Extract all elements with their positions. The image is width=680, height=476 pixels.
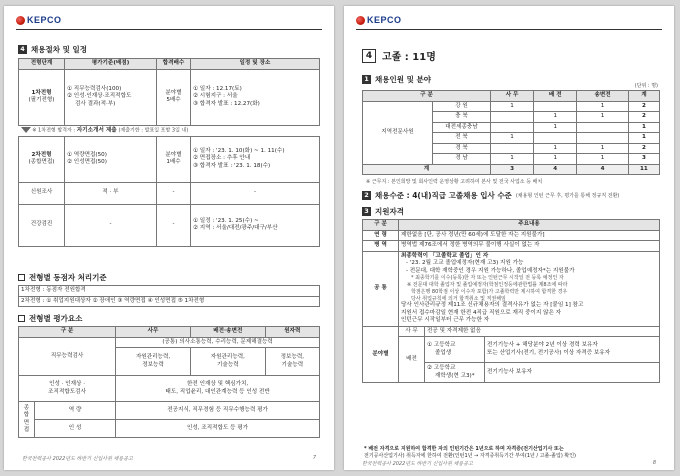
dist-req-line: 졸업생 (435, 349, 452, 356)
quota-title: 채용인원 및 분야 (375, 75, 431, 84)
multiple-1-line: 5배수 (166, 97, 181, 104)
eval-th-dist: 배전·송변전 (190, 327, 265, 338)
quota-trans: 1 (577, 143, 629, 154)
dist-req-line: 또는 산업기사(전기, 전기공사) 이상 자격증 보유자 (487, 349, 611, 356)
th-schedule: 일정 및 장소 (191, 59, 320, 70)
eval-title: 전형별 평가요소 (29, 314, 83, 323)
field-office-content: 전공 및 자격제한 없음 (425, 326, 660, 337)
quota-total: 1 (628, 133, 659, 144)
quota-trans: 1 (577, 101, 629, 112)
dist-req-line: ② 고등학교 (427, 365, 456, 372)
tie-row-1: 1차전형 : 동점자 전원합격 (19, 286, 320, 297)
personality-label-line: 조직적합도검사 (48, 388, 86, 395)
common-line: 당사 인사관리규정 제11조 신규채용자의 결격사유가 없는 자 [붙임 1] 참고 (401, 302, 584, 309)
th-stage: 전형단계 (19, 59, 65, 70)
quota-sum-label: 계 (363, 164, 491, 175)
qual-table (362, 219, 660, 383)
quota-total: 1 (628, 122, 659, 133)
field-label: 분야별 (363, 326, 399, 383)
section-title-schedule (18, 44, 87, 55)
footer-title: 한국전력공사 2022년도 하반기 신입사원 채용공고 (22, 456, 133, 462)
quota-th-kind: 구 분 (363, 91, 491, 102)
schedule-2-line: ① 일자 : '23. 1. 10(화) ~ 1. 11(수) (193, 147, 285, 154)
schedule-3: - (191, 182, 320, 204)
logo-text: KEPCO (367, 15, 402, 25)
quota-th-office: 사 무 (491, 91, 534, 102)
arrow-down-icon (21, 127, 31, 133)
quota-group-label: 지역전문사원 (363, 101, 433, 164)
quota-th-dist: 배 전 (534, 91, 577, 102)
tie-title: 전형별 동점자 처리기준 (29, 273, 107, 282)
qual-title: 지원자격 (375, 207, 404, 216)
th-multiple: 합격배수 (157, 59, 191, 70)
schedule-1-line: ② 시험지구 : 서울 (193, 93, 238, 100)
section-title-qual (362, 206, 404, 217)
schedule-1 (191, 69, 320, 125)
common-content (399, 251, 660, 326)
quota-sum-office: 3 (491, 164, 534, 175)
stage-1-note (19, 125, 320, 136)
dist-req-student (425, 363, 485, 383)
quota-th-total: 계 (628, 91, 659, 102)
quota-dist: 1 (534, 143, 577, 154)
quota-region: 경 남 (433, 154, 491, 165)
personality-content (116, 376, 320, 402)
page-left (4, 6, 334, 470)
common-line: 지원서 접수마감일 현재 한전 4직급 직원으로 재직 중이지 않은 자 (401, 309, 562, 316)
criteria-1-line: ② 인성·인재상·조직적합도 (67, 93, 132, 100)
common-label: 공 통 (363, 251, 399, 326)
quota-dist: 1 (534, 122, 577, 133)
interview-char: 종 (23, 404, 30, 411)
schedule-table (18, 58, 320, 247)
logo-text: KEPCO (27, 15, 62, 25)
section-title-quota (362, 74, 431, 85)
logo-mark-icon (356, 16, 365, 25)
multiple-2-line: 분야별 (165, 151, 182, 158)
section-number: 4 (18, 45, 27, 54)
unit-note: (단위 : 명) (634, 83, 658, 89)
dist-req-student-content: 전기기능사 보유자 (485, 363, 660, 383)
field-dist-label: 배전 (399, 337, 425, 383)
quota-office (491, 143, 534, 154)
quota-region: 강 원 (433, 101, 491, 112)
ability-line: 정보능력, (280, 354, 305, 361)
dist-req-line: 재학생(현 고3)* (435, 372, 475, 379)
quota-table (362, 90, 660, 175)
footer-title: 한국전력공사 2022년도 하반기 신입사원 채용공고 (362, 461, 473, 467)
quota-sum-total: 11 (628, 164, 659, 175)
personality-line: 태도, 직업윤리, 대인관계능력 등 인성 전반 (165, 388, 270, 395)
multiple-3: - (157, 182, 191, 204)
eval-th-office: 사무 (116, 327, 191, 338)
stage-2-title: 2차전형 (31, 151, 52, 158)
section-title-text: 채용절차 및 일정 (31, 45, 87, 54)
footnote-line-2: 전기공사산업기사) 취득자에 한하여 전환(인턴1년 → 자격증취득기간 부여(1년 / 고졸-졸업) 확인) (364, 452, 576, 459)
schedule-4 (191, 204, 320, 246)
military-label: 병 역 (363, 241, 399, 252)
page-right (344, 6, 674, 470)
ability-line: 기술능력 (217, 361, 239, 368)
quota-total: 2 (628, 143, 659, 154)
quota-trans: 1 (577, 112, 629, 123)
criteria-2-line: ② 인성면접(50) (67, 159, 107, 166)
quota-office (491, 122, 534, 133)
footer (362, 460, 656, 467)
ability-label: 직무능력검사 (19, 337, 116, 376)
criteria-2-line: ① 역량면접(50) (67, 151, 107, 158)
quota-dist (534, 133, 577, 144)
big-title (362, 48, 436, 63)
quota-office: 1 (491, 101, 534, 112)
big-title-text: 고졸 : 11명 (382, 52, 436, 63)
big-title-number: 4 (362, 49, 376, 63)
dist-req-grad (425, 337, 485, 363)
interview-label (19, 402, 35, 438)
ability-common: (공통) 의사소통능력, 수리능력, 문제해결능력 (116, 337, 320, 348)
ability-line: 기술능력 (281, 361, 304, 368)
multiple-2-line: 1배수 (166, 159, 181, 166)
dist-req-line: 전기기능사 + 해당분야 2년 이상 경력 보유자 (487, 342, 598, 349)
page-number: 8 (652, 460, 656, 466)
criteria-3: 적 · 부 (65, 182, 157, 204)
common-line: ※ 전문대 대학 졸업자 및 졸업예정자(학점인정등에관한법률 제8조에 따라 (407, 282, 568, 289)
ability-nuclear (265, 348, 319, 376)
personality-line: 한전 인재상 및 핵심가치, (187, 381, 249, 388)
kepco-logo (356, 14, 402, 26)
multiple-1-line: 분야별 (165, 89, 182, 96)
quota-trans: 1 (577, 154, 629, 165)
ability-office (116, 348, 191, 376)
quota-total: 2 (628, 101, 659, 112)
competency-label: 역 량 (35, 402, 116, 420)
common-line: 당사 취업규칙에 의거 합격취소 및 직권해임 (411, 295, 506, 302)
field-office-label: 사 무 (399, 326, 425, 337)
tie-row-2: 2차전형 : ① 취업지원대상자 ② 장애인 ③ 역량면접 ④ 인성면접 ⑤ 1차전형 (19, 296, 320, 307)
common-line: 인턴근무 시작일부터 근무 가능한 자 (401, 317, 490, 324)
quota-th-trans: 송변전 (577, 91, 629, 102)
quota-sum-dist: 4 (534, 164, 577, 175)
footer (22, 455, 316, 462)
quota-region: 경 북 (433, 143, 491, 154)
quota-region: 전 북 (433, 133, 491, 144)
note-bold: 자기소개서 제출 (76, 127, 117, 134)
quota-dist (534, 101, 577, 112)
level-note: (채용형 인턴 근무 후, 평가를 통해 정규직 전환) (515, 193, 620, 199)
qual-th-content: 주요내용 (399, 220, 660, 231)
ability-dist (190, 348, 265, 376)
competency-content: 전공지식, 직무경험 등 직무수행능력 평가 (116, 402, 320, 420)
th-criteria: 평가기준(배점) (65, 59, 157, 70)
quota-office: 1 (491, 154, 534, 165)
common-line: * 최종학기를 이수(등록)한 자 또는 인턴근무 시작일 전 등록 예정인 자 (411, 275, 564, 282)
workplace-note: ※ 근무지 : 본인희망 및 회사인력 운영상황 고려하여 본사 및 전국 사업소 등 배치 (366, 179, 543, 185)
schedule-2 (191, 136, 320, 182)
quota-sum-trans: 4 (577, 164, 629, 175)
dist-req-line: ① 고등학교 (427, 342, 456, 349)
age-label: 연 령 (363, 230, 399, 241)
common-line: 학점은행 80학점 이상 이수자 포함)가 고졸학력만 제시하여 합격한 경우 (411, 288, 568, 295)
section-number: 1 (362, 75, 371, 84)
stage-2-sub: (종합면접) (28, 159, 55, 166)
stage-1-sub: (필기전형) (28, 97, 55, 104)
common-line: - '23. 2월 고교 졸업예정자(현재 고3) 지원 가능 (406, 260, 524, 267)
criteria-2 (65, 136, 157, 182)
common-line: - 전문대, 대학 재학중인 경우 지원 가능하나, 졸업예정자*는 지원불가 (406, 267, 575, 274)
criteria-1-line: 검사 결과(적·부) (75, 100, 116, 107)
section-number: 2 (362, 191, 371, 200)
interview-char: 면 (23, 419, 30, 426)
ability-line: 자원관리능력, (210, 354, 245, 361)
quota-region: 대전세종충남 (433, 122, 491, 133)
eval-th-kind: 구 분 (19, 327, 116, 338)
common-line: 최종학력이 「고졸학교 졸업」인 자 (401, 252, 489, 259)
character-content: 인성, 조직적합도 등 평가 (116, 420, 320, 438)
criteria-1 (65, 69, 157, 125)
eval-th-nuclear: 원자력 (265, 327, 319, 338)
quota-trans (577, 122, 629, 133)
section-title-eval (18, 313, 82, 324)
quota-region: 충 북 (433, 112, 491, 123)
multiple-2 (157, 136, 191, 182)
quota-total: 2 (628, 112, 659, 123)
square-bullet-icon (18, 274, 25, 281)
schedule-2-line: ③ 합격자 발표 : '23. 1. 18(수) (193, 162, 271, 169)
dist-footnote (364, 446, 660, 459)
multiple-1 (157, 69, 191, 125)
quota-dist: 1 (534, 154, 577, 165)
footnote-line-1: * 배전 자격으로 지원하여 합격한 자의 인턴기간은 1년으로 하며 자격증(전기산업기사 또는 (364, 446, 564, 452)
age-content: 제한없음 [단, 공사 정년(만 60세)에 도달한 자는 지원불가] (399, 230, 660, 241)
quota-dist: 1 (534, 112, 577, 123)
quota-trans (577, 133, 629, 144)
tie-table (18, 285, 320, 307)
square-bullet-icon (18, 315, 25, 322)
interview-char: 접 (23, 427, 30, 434)
level-title: 채용수준 : 4(내)직급 고졸채용 입사 수준 (375, 191, 512, 200)
character-label: 인 성 (35, 420, 116, 438)
criteria-1-line: ① 직무능력검사(100) (67, 85, 122, 92)
quota-office: 1 (491, 133, 534, 144)
qual-th-kind: 구 분 (363, 220, 399, 231)
interview-char: 합 (23, 412, 30, 419)
stage-1-title: 1차전형 (31, 89, 52, 96)
header-rule (16, 29, 322, 30)
eval-table (18, 326, 320, 438)
multiple-4: - (157, 204, 191, 246)
section-title-tie (18, 272, 107, 283)
schedule-4-line: ① 일정 : '23. 1. 25(수) ~ (193, 217, 259, 224)
ability-line: 정보능력 (142, 361, 164, 368)
page-number: 7 (312, 455, 316, 461)
note-prefix: ※ 1차전형 합격자 : (32, 127, 76, 134)
stage-3: 신원조사 (19, 182, 65, 204)
quota-office (491, 112, 534, 123)
stage-1 (19, 69, 65, 125)
personality-label-line: 인성 · 인재상 · (49, 381, 86, 388)
dist-req-grad-content (485, 337, 660, 363)
stage-4: 건강검진 (19, 204, 65, 246)
ability-line: 자원관리능력, (135, 354, 171, 361)
header-rule (356, 29, 662, 30)
schedule-1-line: ③ 합격자 발표 : 12.27(화) (193, 100, 260, 107)
logo-mark-icon (16, 16, 25, 25)
note-suffix: (제출기한 : 발표일 포함 3일 내) (118, 127, 189, 134)
section-title-level (362, 190, 619, 201)
schedule-4-line: ② 지역 : 서울/대전/광주/대구/부산 (193, 225, 278, 232)
quota-total: 3 (628, 154, 659, 165)
criteria-4: - (65, 204, 157, 246)
section-number: 3 (362, 207, 371, 216)
schedule-1-line: ① 일자 : 12.17(토) (193, 85, 242, 92)
kepco-logo (16, 14, 62, 26)
personality-label (19, 376, 116, 402)
schedule-2-line: ② 면접장소 : 추후 안내 (193, 155, 251, 162)
stage-2 (19, 136, 65, 182)
military-content: 병역법 제76조에서 정한 병역의무 불이행 사실이 없는 자 (399, 241, 660, 252)
